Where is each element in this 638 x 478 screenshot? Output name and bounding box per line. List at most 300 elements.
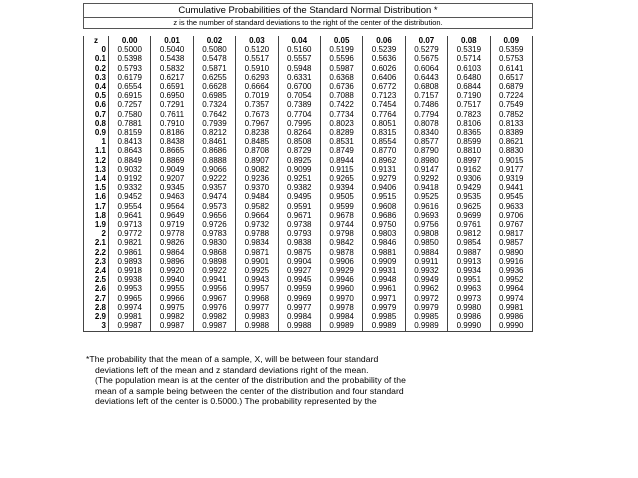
probability-cell: 0.9940 (151, 275, 193, 284)
probability-cell: 0.9394 (320, 183, 362, 192)
table-row (84, 238, 533, 247)
probability-cell: 0.8907 (236, 156, 278, 165)
probability-cell: 0.8925 (278, 156, 320, 165)
probability-cell: 0.9418 (405, 183, 447, 192)
probability-cell: 0.9850 (405, 238, 447, 247)
probability-cell: 0.9962 (405, 284, 447, 293)
probability-cell: 0.9966 (151, 294, 193, 303)
probability-cell: 0.9941 (193, 275, 235, 284)
probability-cell: 0.9988 (236, 321, 278, 331)
probability-cell: 0.9956 (193, 284, 235, 293)
probability-cell: 0.9975 (151, 303, 193, 312)
probability-cell: 0.9868 (193, 248, 235, 257)
probability-cell: 0.9985 (405, 312, 447, 321)
probability-cell: 0.8997 (448, 156, 490, 165)
footnote-line: deviations left of the center is 0.5000.) The probability represented by the (95, 396, 377, 407)
probability-cell: 0.9981 (490, 303, 532, 312)
probability-cell: 0.9968 (236, 294, 278, 303)
probability-cell: 0.8554 (363, 137, 405, 146)
probability-cell: 0.9838 (278, 238, 320, 247)
probability-cell: 0.6591 (151, 82, 193, 91)
probability-cell: 0.9332 (109, 183, 151, 192)
column-header: 0.09 (490, 36, 532, 45)
probability-cell: 0.5199 (320, 45, 362, 54)
probability-cell: 0.6064 (405, 64, 447, 73)
probability-cell: 0.7291 (151, 100, 193, 109)
probability-cell: 0.9983 (236, 312, 278, 321)
probability-cell: 0.9664 (236, 211, 278, 220)
probability-cell: 0.8708 (236, 146, 278, 155)
z-value-cell: 3 (84, 321, 109, 331)
probability-cell: 0.8186 (151, 128, 193, 137)
probability-cell: 0.8888 (193, 156, 235, 165)
probability-cell: 0.7939 (193, 119, 235, 128)
probability-cell: 0.9345 (151, 183, 193, 192)
probability-cell: 0.6628 (193, 82, 235, 91)
probability-cell: 0.9808 (405, 229, 447, 238)
probability-cell: 0.8770 (363, 146, 405, 155)
probability-cell: 0.9505 (320, 192, 362, 201)
probability-cell: 0.9032 (109, 165, 151, 174)
probability-cell: 0.9957 (236, 284, 278, 293)
probability-cell: 0.9463 (151, 192, 193, 201)
probability-cell: 0.9922 (193, 266, 235, 275)
probability-cell: 0.5517 (236, 54, 278, 63)
z-value-cell: 0.8 (84, 119, 109, 128)
z-value-cell: 1 (84, 137, 109, 146)
probability-cell: 0.9987 (151, 321, 193, 331)
probability-cell: 0.7611 (151, 110, 193, 119)
probability-cell: 0.9192 (109, 174, 151, 183)
column-header: 0.00 (109, 36, 151, 45)
table-row (84, 82, 533, 91)
probability-cell: 0.9976 (193, 303, 235, 312)
probability-cell: 0.8749 (320, 146, 362, 155)
z-value-cell: 0.1 (84, 54, 109, 63)
probability-cell: 0.6879 (490, 82, 532, 91)
probability-cell: 0.8810 (448, 146, 490, 155)
probability-cell: 0.5000 (109, 45, 151, 54)
probability-cell: 0.9963 (448, 284, 490, 293)
probability-cell: 0.9979 (405, 303, 447, 312)
probability-cell: 0.9429 (448, 183, 490, 192)
probability-cell: 0.7823 (448, 110, 490, 119)
table-row (84, 54, 533, 63)
z-value-cell: 0.3 (84, 73, 109, 82)
z-value-cell: 1.6 (84, 192, 109, 201)
probability-cell: 0.7764 (363, 110, 405, 119)
probability-cell: 0.8106 (448, 119, 490, 128)
probability-cell: 0.9474 (193, 192, 235, 201)
probability-cell: 0.9989 (363, 321, 405, 331)
probability-cell: 0.9959 (278, 284, 320, 293)
table-row (84, 110, 533, 119)
probability-cell: 0.9949 (405, 275, 447, 284)
probability-cell: 0.9985 (363, 312, 405, 321)
probability-cell: 0.9656 (193, 211, 235, 220)
probability-cell: 0.8212 (193, 128, 235, 137)
probability-cell: 0.9370 (236, 183, 278, 192)
probability-cell: 0.9616 (405, 202, 447, 211)
probability-cell: 0.8389 (490, 128, 532, 137)
probability-cell: 0.9904 (278, 257, 320, 266)
probability-cell: 0.9131 (363, 165, 405, 174)
probability-cell: 0.9943 (236, 275, 278, 284)
probability-cell: 0.9686 (363, 211, 405, 220)
probability-cell: 0.8849 (109, 156, 151, 165)
probability-cell: 0.9147 (405, 165, 447, 174)
probability-cell: 0.6103 (448, 64, 490, 73)
z-value-cell: 0.4 (84, 82, 109, 91)
z-value-cell: 0.7 (84, 110, 109, 119)
probability-cell: 0.9706 (490, 211, 532, 220)
probability-cell: 0.9678 (320, 211, 362, 220)
probability-cell: 0.9931 (363, 266, 405, 275)
probability-cell: 0.9918 (109, 266, 151, 275)
probability-cell: 0.9946 (320, 275, 362, 284)
probability-cell: 0.9974 (109, 303, 151, 312)
table-row (84, 91, 533, 100)
z-value-cell: 2.5 (84, 275, 109, 284)
probability-cell: 0.8078 (405, 119, 447, 128)
probability-cell: 0.9099 (278, 165, 320, 174)
probability-cell: 0.9842 (320, 238, 362, 247)
probability-cell: 0.9906 (320, 257, 362, 266)
probability-cell: 0.8729 (278, 146, 320, 155)
probability-cell: 0.9812 (448, 229, 490, 238)
probability-cell: 0.6026 (363, 64, 405, 73)
probability-cell: 0.9932 (405, 266, 447, 275)
probability-cell: 0.6915 (109, 91, 151, 100)
probability-cell: 0.5910 (236, 64, 278, 73)
table-row (84, 294, 533, 303)
column-header: 0.06 (363, 36, 405, 45)
probability-cell: 0.5478 (193, 54, 235, 63)
probability-cell: 0.9082 (236, 165, 278, 174)
probability-cell: 0.9984 (278, 312, 320, 321)
probability-cell: 0.9887 (448, 248, 490, 257)
table-row (84, 183, 533, 192)
probability-cell: 0.6772 (363, 82, 405, 91)
probability-cell: 0.6808 (405, 82, 447, 91)
probability-cell: 0.8365 (448, 128, 490, 137)
probability-cell: 0.9854 (448, 238, 490, 247)
probability-cell: 0.7734 (320, 110, 362, 119)
probability-cell: 0.9989 (320, 321, 362, 331)
probability-cell: 0.5948 (278, 64, 320, 73)
probability-cell: 0.7454 (363, 100, 405, 109)
probability-cell: 0.9987 (193, 321, 235, 331)
z-value-cell: 0.5 (84, 91, 109, 100)
probability-cell: 0.9936 (490, 266, 532, 275)
probability-cell: 0.8621 (490, 137, 532, 146)
probability-cell: 0.8980 (405, 156, 447, 165)
probability-cell: 0.9713 (109, 220, 151, 229)
probability-cell: 0.8133 (490, 119, 532, 128)
table-body (84, 45, 533, 331)
z-value-cell: 2 (84, 229, 109, 238)
z-value-cell: 0.2 (84, 64, 109, 73)
probability-cell: 0.7422 (320, 100, 362, 109)
probability-cell: 0.9671 (278, 211, 320, 220)
probability-cell: 0.9319 (490, 174, 532, 183)
table-row (84, 303, 533, 312)
probability-cell: 0.7357 (236, 100, 278, 109)
probability-cell: 0.9964 (490, 284, 532, 293)
probability-cell: 0.6517 (490, 73, 532, 82)
probability-cell: 0.9625 (448, 202, 490, 211)
probability-cell: 0.9878 (320, 248, 362, 257)
probability-cell: 0.9986 (448, 312, 490, 321)
probability-cell: 0.9015 (490, 156, 532, 165)
probability-cell: 0.9535 (448, 192, 490, 201)
probability-cell: 0.5557 (278, 54, 320, 63)
probability-cell: 0.6554 (109, 82, 151, 91)
probability-cell: 0.9207 (151, 174, 193, 183)
probability-cell: 0.5714 (448, 54, 490, 63)
probability-cell: 0.7704 (278, 110, 320, 119)
probability-cell: 0.5279 (405, 45, 447, 54)
probability-cell: 0.9969 (278, 294, 320, 303)
probability-cell: 0.8023 (320, 119, 362, 128)
probability-cell: 0.8643 (109, 146, 151, 155)
probability-cell: 0.9608 (363, 202, 405, 211)
probability-cell: 0.5753 (490, 54, 532, 63)
footnote-line: deviations left of the mean and z standard deviations right of the mean. (95, 364, 369, 375)
probability-cell: 0.8461 (193, 137, 235, 146)
probability-cell: 0.9920 (151, 266, 193, 275)
probability-cell: 0.5359 (490, 45, 532, 54)
probability-cell: 0.9981 (109, 312, 151, 321)
probability-cell: 0.5160 (278, 45, 320, 54)
probability-cell: 0.8577 (405, 137, 447, 146)
probability-cell: 0.6443 (405, 73, 447, 82)
probability-cell: 0.9554 (109, 202, 151, 211)
column-header: 0.03 (236, 36, 278, 45)
probability-cell: 0.9495 (278, 192, 320, 201)
probability-cell: 0.9699 (448, 211, 490, 220)
probability-cell: 0.9953 (109, 284, 151, 293)
z-value-cell: 1.2 (84, 156, 109, 165)
z-value-cell: 1.4 (84, 174, 109, 183)
probability-cell: 0.8340 (405, 128, 447, 137)
table-row (84, 266, 533, 275)
table-row (84, 321, 533, 331)
probability-cell: 0.6844 (448, 82, 490, 91)
probability-cell: 0.8830 (490, 146, 532, 155)
probability-cell: 0.9945 (278, 275, 320, 284)
probability-cell: 0.8159 (109, 128, 151, 137)
probability-cell: 0.7995 (278, 119, 320, 128)
probability-cell: 0.9934 (448, 266, 490, 275)
probability-cell: 0.7910 (151, 119, 193, 128)
probability-cell: 0.9951 (448, 275, 490, 284)
probability-cell: 0.9973 (448, 294, 490, 303)
z-value-cell: 1.5 (84, 183, 109, 192)
probability-cell: 0.6179 (109, 73, 151, 82)
probability-cell: 0.9890 (490, 248, 532, 257)
probability-cell: 0.7257 (109, 100, 151, 109)
probability-cell: 0.9965 (109, 294, 151, 303)
probability-cell: 0.9955 (151, 284, 193, 293)
probability-cell: 0.9938 (109, 275, 151, 284)
probability-cell: 0.8051 (363, 119, 405, 128)
probability-cell: 0.9988 (278, 321, 320, 331)
z-value-cell: 1.8 (84, 211, 109, 220)
probability-cell: 0.8599 (448, 137, 490, 146)
probability-cell: 0.7157 (405, 91, 447, 100)
probability-cell: 0.9980 (448, 303, 490, 312)
table-row (84, 229, 533, 238)
probability-cell: 0.6700 (278, 82, 320, 91)
probability-cell: 0.9925 (236, 266, 278, 275)
probability-cell: 0.9967 (193, 294, 235, 303)
table-row (84, 211, 533, 220)
z-value-cell: 1.1 (84, 146, 109, 155)
probability-cell: 0.6950 (151, 91, 193, 100)
table-header-row (84, 36, 533, 45)
probability-cell: 0.8438 (151, 137, 193, 146)
table-subtitle: z is the number of standard deviations to the right of the center of the distribution. (84, 17, 532, 28)
probability-cell: 0.9846 (363, 238, 405, 247)
probability-cell: 0.9066 (193, 165, 235, 174)
probability-cell: 0.9732 (236, 220, 278, 229)
column-header-z: z (84, 36, 109, 45)
probability-cell: 0.7549 (490, 100, 532, 109)
table-row (84, 312, 533, 321)
table-row (84, 128, 533, 137)
probability-cell: 0.9772 (109, 229, 151, 238)
probability-cell: 0.9793 (278, 229, 320, 238)
z-value-cell: 0.6 (84, 100, 109, 109)
probability-cell: 0.9767 (490, 220, 532, 229)
probability-cell: 0.9591 (278, 202, 320, 211)
column-header: 0.08 (448, 36, 490, 45)
probability-cell: 0.9177 (490, 165, 532, 174)
probability-cell: 0.8264 (278, 128, 320, 137)
probability-cell: 0.5832 (151, 64, 193, 73)
probability-cell: 0.9222 (193, 174, 235, 183)
table-title-box (83, 3, 533, 29)
column-header: 0.02 (193, 36, 235, 45)
probability-cell: 0.9961 (363, 284, 405, 293)
probability-cell: 0.7324 (193, 100, 235, 109)
probability-cell: 0.7580 (109, 110, 151, 119)
probability-cell: 0.9719 (151, 220, 193, 229)
z-value-cell: 2.2 (84, 248, 109, 257)
table-row (84, 146, 533, 155)
probability-cell: 0.9979 (363, 303, 405, 312)
z-value-cell: 1.7 (84, 202, 109, 211)
probability-cell: 0.9875 (278, 248, 320, 257)
probability-cell: 0.5319 (448, 45, 490, 54)
probability-cell: 0.9974 (490, 294, 532, 303)
probability-cell: 0.9916 (490, 257, 532, 266)
probability-cell: 0.9357 (193, 183, 235, 192)
probability-cell: 0.9834 (236, 238, 278, 247)
probability-cell: 0.7642 (193, 110, 235, 119)
probability-cell: 0.9817 (490, 229, 532, 238)
probability-cell: 0.9726 (193, 220, 235, 229)
probability-cell: 0.9990 (490, 321, 532, 331)
z-value-cell: 2.6 (84, 284, 109, 293)
column-header: 0.07 (405, 36, 447, 45)
z-value-cell: 0 (84, 45, 109, 54)
probability-cell: 0.7794 (405, 110, 447, 119)
probability-cell: 0.9279 (363, 174, 405, 183)
probability-cell: 0.9871 (236, 248, 278, 257)
probability-cell: 0.7019 (236, 91, 278, 100)
table-row (84, 73, 533, 82)
probability-cell: 0.9798 (320, 229, 362, 238)
probability-cell: 0.9972 (405, 294, 447, 303)
probability-cell: 0.8413 (109, 137, 151, 146)
z-value-cell: 2.9 (84, 312, 109, 321)
probability-cell: 0.9515 (363, 192, 405, 201)
probability-cell: 0.9564 (151, 202, 193, 211)
probability-cell: 0.8485 (236, 137, 278, 146)
probability-cell: 0.9756 (405, 220, 447, 229)
probability-cell: 0.6255 (193, 73, 235, 82)
probability-cell: 0.9960 (320, 284, 362, 293)
footnote-line: *The probability that the mean of a sample, X, will be between four standard (86, 354, 379, 364)
probability-cell: 0.7673 (236, 110, 278, 119)
probability-cell: 0.9821 (109, 238, 151, 247)
probability-cell: 0.9406 (363, 183, 405, 192)
table-row (84, 248, 533, 257)
table-row (84, 192, 533, 201)
footnote (86, 354, 536, 407)
probability-cell: 0.6331 (278, 73, 320, 82)
probability-cell: 0.8508 (278, 137, 320, 146)
probability-cell: 0.8944 (320, 156, 362, 165)
probability-cell: 0.7123 (363, 91, 405, 100)
probability-cell: 0.5239 (363, 45, 405, 54)
probability-cell: 0.7389 (278, 100, 320, 109)
probability-cell: 0.9693 (405, 211, 447, 220)
probability-cell: 0.8869 (151, 156, 193, 165)
table-row (84, 119, 533, 128)
probability-cell: 0.9901 (236, 257, 278, 266)
footnote-line: mean of a sample being between the center of the distribution and four standard (95, 385, 404, 396)
table-row (84, 284, 533, 293)
probability-cell: 0.8686 (193, 146, 235, 155)
probability-cell: 0.9971 (363, 294, 405, 303)
probability-cell: 0.9744 (320, 220, 362, 229)
probability-cell: 0.9738 (278, 220, 320, 229)
probability-cell: 0.5675 (405, 54, 447, 63)
probability-cell: 0.6141 (490, 64, 532, 73)
probability-cell: 0.5871 (193, 64, 235, 73)
probability-cell: 0.9861 (109, 248, 151, 257)
probability-cell: 0.9984 (320, 312, 362, 321)
probability-cell: 0.9893 (109, 257, 151, 266)
probability-cell: 0.9382 (278, 183, 320, 192)
probability-cell: 0.9783 (193, 229, 235, 238)
probability-cell: 0.7967 (236, 119, 278, 128)
probability-cell: 0.9909 (363, 257, 405, 266)
probability-cell: 0.9525 (405, 192, 447, 201)
probability-cell: 0.9970 (320, 294, 362, 303)
table-row (84, 257, 533, 266)
probability-cell: 0.9788 (236, 229, 278, 238)
table-title: Cumulative Probabilities of the Standard Normal Distribution * (178, 5, 438, 16)
table-row (84, 100, 533, 109)
z-value-cell: 2.1 (84, 238, 109, 247)
probability-cell: 0.7881 (109, 119, 151, 128)
table-row (84, 156, 533, 165)
probability-cell: 0.9484 (236, 192, 278, 201)
